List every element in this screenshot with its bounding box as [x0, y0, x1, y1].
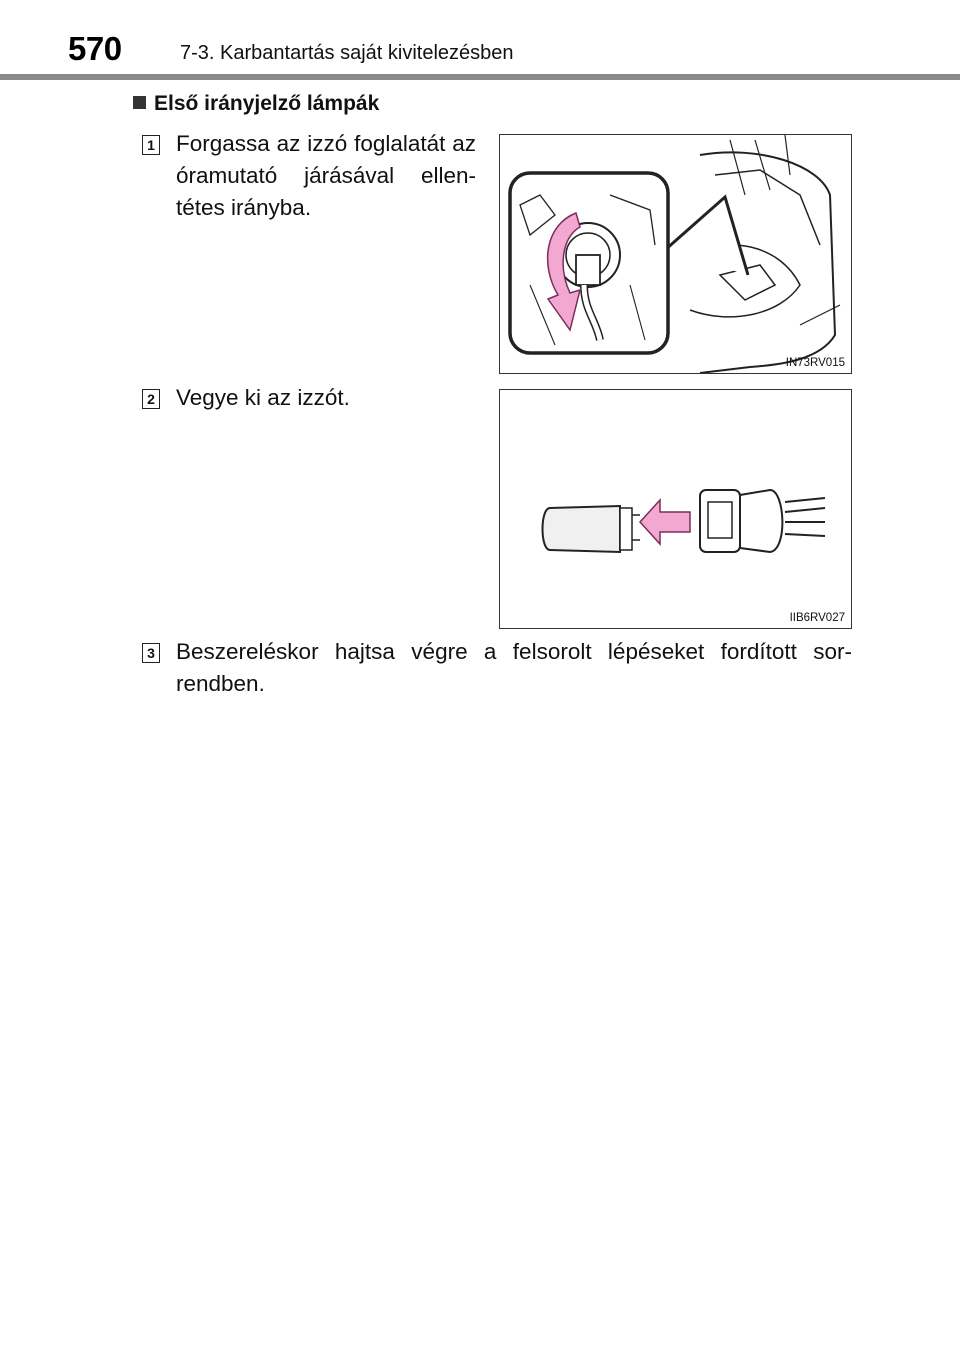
- step-text-1: Forgassa az izzó foglalatát az óramutató járásával ellen-tétes irányba.: [176, 131, 476, 220]
- figure-1: [499, 134, 852, 374]
- section-title-text: Első irányjelző lámpák: [154, 92, 380, 115]
- step-number-3: 3: [142, 643, 160, 663]
- chapter-title: 7-3. Karbantartás saját kivitelezésben: [180, 42, 514, 64]
- square-bullet-icon: [133, 96, 146, 109]
- section-title: [133, 92, 379, 116]
- bulb-socket-illustration: [500, 135, 851, 373]
- figure-code-2: IIB6RV027: [789, 612, 845, 624]
- step-text-2: Vegye ki az izzót.: [176, 385, 350, 410]
- step-number-2: 2: [142, 389, 160, 409]
- figure-code-1: IN73RV015: [785, 357, 845, 369]
- page-number: 570: [68, 30, 122, 67]
- page-header: [0, 0, 960, 80]
- header-rule: [0, 74, 960, 80]
- bulb-removal-illustration: [500, 390, 851, 628]
- step-number-1: 1: [142, 135, 160, 155]
- figure-2: [499, 389, 852, 629]
- step-text-3: Beszereléskor hajtsa végre a felsorolt lépéseket fordított sor-rendben.: [176, 639, 852, 696]
